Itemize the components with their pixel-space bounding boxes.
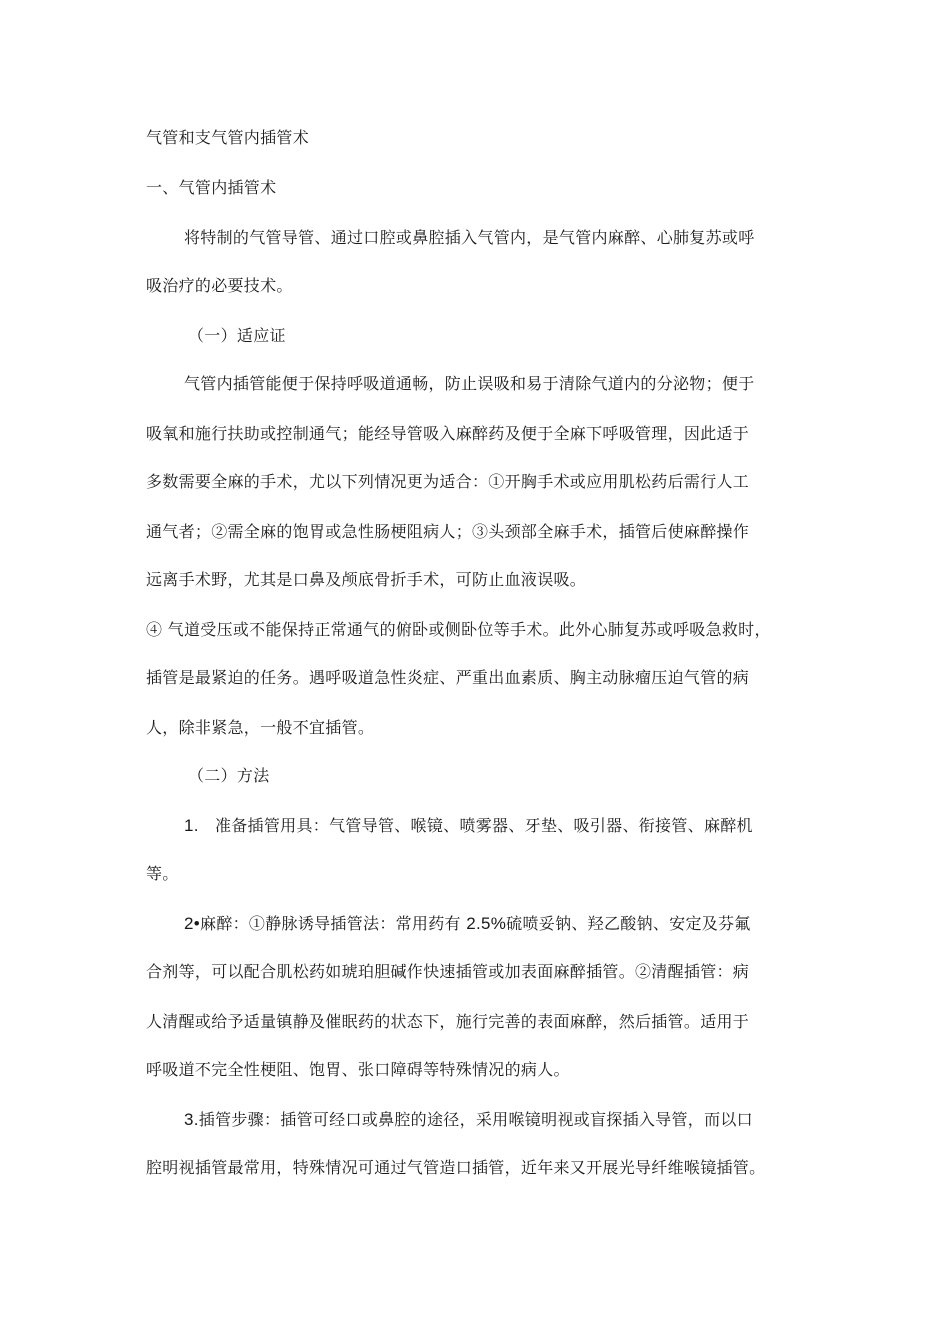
paragraph-line: 通气者；②需全麻的饱胃或急性肠梗阻病人；③头颈部全麻手术，插管后使麻醉操作 bbox=[146, 522, 750, 541]
step-text: 准备插管用具：气管导管、喉镜、喷雾器、牙垫、吸引器、衔接管、麻醉机 bbox=[214, 816, 753, 835]
paragraph-line: 远离手术野，尤其是口鼻及颅底骨折手术，可防止血液误吸。 bbox=[146, 570, 587, 589]
paragraph-line: 插管是最紧迫的任务。遇呼吸道急性炎症、严重出血素质、胸主动脉瘤压迫气管的病 bbox=[146, 668, 750, 687]
step-number: 3. bbox=[184, 1110, 199, 1129]
step-number: 1. bbox=[184, 816, 199, 835]
paragraph-line: 人，除非紧急，一般不宜插管。 bbox=[146, 718, 375, 737]
document-title: 气管和支气管内插管术 bbox=[146, 128, 310, 147]
subsection-heading: （一）适应证 bbox=[188, 326, 286, 345]
percentage-value: 2.5% bbox=[466, 914, 507, 933]
step-line bbox=[184, 1109, 753, 1131]
paragraph-line: 吸氧和施行扶助或控制通气；能经导管吸入麻醉药及便于全麻下呼吸管理，因此适于 bbox=[146, 424, 750, 443]
step-text: 硫喷妥钠、羟乙酸钠、安定及芬氟 bbox=[506, 914, 751, 933]
step-line bbox=[184, 913, 751, 935]
paragraph-line: 多数需要全麻的手术，尤以下列情况更为适合：①开胸手术或应用肌松药后需行人工 bbox=[146, 472, 750, 491]
step-line: 呼吸道不完全性梗阻、饱胃、张口障碍等特殊情况的病人。 bbox=[146, 1060, 570, 1079]
step-number: 2• bbox=[184, 914, 201, 933]
step-line: 等。 bbox=[146, 864, 179, 883]
step-line bbox=[184, 815, 753, 837]
step-text: 插管步骤：插管可经口或鼻腔的途径，采用喉镜明视或盲探插入导管，而以口 bbox=[198, 1110, 753, 1129]
paragraph-line: 气管内插管能便于保持呼吸道通畅，防止误吸和易于清除气道内的分泌物；便于 bbox=[184, 374, 755, 393]
step-text: 麻醉：①静脉诱导插管法：常用药有 bbox=[200, 914, 461, 933]
step-line: 人清醒或给予适量镇静及催眠药的状态下，施行完善的表面麻醉，然后插管。适用于 bbox=[146, 1012, 750, 1031]
step-line: 合剂等，可以配合肌松药如琥珀胆碱作快速插管或加表面麻醉插管。②清醒插管：病 bbox=[146, 962, 750, 981]
step-line: 腔明视插管最常用，特殊情况可通过气管造口插管，近年来又开展光导纤维喉镜插管。 bbox=[146, 1158, 766, 1177]
intro-line: 吸治疗的必要技术。 bbox=[146, 276, 293, 295]
section-heading: 一、气管内插管术 bbox=[146, 178, 277, 197]
intro-line: 将特制的气管导管、通过口腔或鼻腔插入气管内，是气管内麻醉、心肺复苏或呼 bbox=[184, 228, 755, 247]
paragraph-line: ④ 气道受压或不能保持正常通气的俯卧或侧卧位等手术。此外心肺复苏或呼吸急救时， bbox=[146, 620, 771, 639]
subsection-heading: （二）方法 bbox=[188, 766, 270, 785]
